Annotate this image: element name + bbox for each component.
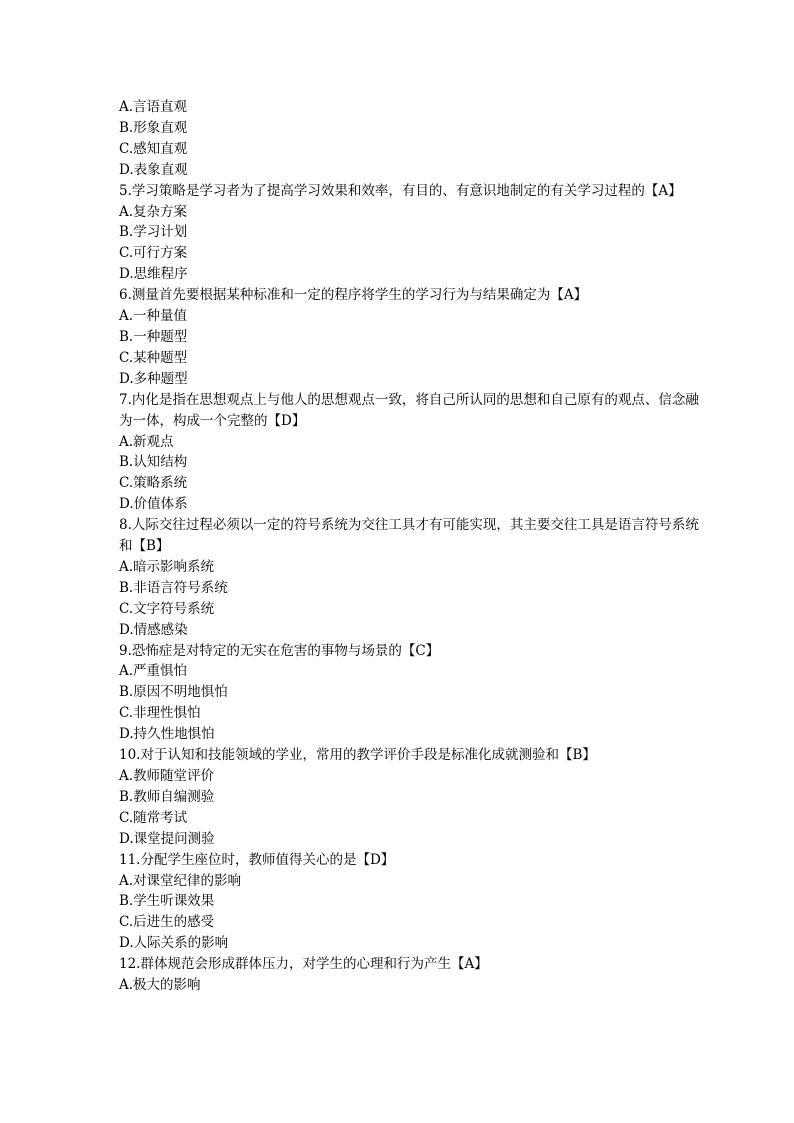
- answer-option: B.形象直观: [119, 119, 188, 136]
- question-item: [119, 954, 699, 996]
- question-stem: 9.恐怖症是对特定的无实在危害的事物与场景的【C】: [119, 642, 440, 659]
- answer-option: B.学生听课效果: [119, 893, 215, 910]
- question-item: [119, 641, 699, 746]
- question-list: [119, 97, 699, 996]
- question-item: [119, 515, 699, 640]
- answer-option: C.非理性惧怕: [119, 705, 201, 722]
- question-stem: 11.分配学生座位时，教师值得关心的是【D】: [119, 851, 395, 868]
- question-item: [119, 390, 699, 515]
- answer-option: C.感知直观: [119, 140, 188, 157]
- answer-option: C.随常考试: [119, 809, 188, 826]
- answer-option: C.后进生的感受: [119, 914, 215, 931]
- question-stem: 8.人际交往过程必须以一定的符号系统为交往工具才有可能实现，其主要交往工具是语言符号系统和【B】: [119, 517, 699, 555]
- answer-option: C.可行方案: [119, 245, 188, 262]
- answer-option: D.价值体系: [119, 496, 188, 513]
- answer-option: B.一种题型: [119, 328, 188, 345]
- question-item: [119, 285, 699, 390]
- answer-option: D.人际关系的影响: [119, 935, 229, 952]
- question-item: [119, 181, 699, 286]
- answer-option: D.思维程序: [119, 266, 188, 283]
- answer-option: D.持久性地惧怕: [119, 726, 215, 743]
- answer-option: D.表象直观: [119, 161, 188, 178]
- answer-option: C.文字符号系统: [119, 600, 215, 617]
- answer-option: D.课堂提问测验: [119, 830, 215, 847]
- answer-option: B.学习计划: [119, 224, 188, 241]
- answer-option: B.原因不明地惧怕: [119, 684, 228, 701]
- question-item: [119, 745, 699, 850]
- question-item: [119, 850, 699, 955]
- answer-option: D.情感感染: [119, 621, 188, 638]
- answer-option: C.某种题型: [119, 349, 188, 366]
- answer-option: A.教师随堂评价: [119, 768, 215, 784]
- answer-option: A.极大的影响: [119, 977, 201, 994]
- answer-option: D.多种题型: [119, 370, 188, 387]
- answer-option: A.对课堂纪律的影响: [119, 872, 242, 889]
- answer-option: B.教师自编测验: [119, 788, 215, 805]
- question-stem: 7.内化是指在思想观点上与他人的思想观点一致，将自己所认同的思想和自己原有的观点、信念融为一体，构成一个完整的【D】: [119, 391, 699, 429]
- answer-option: C.策略系统: [119, 475, 188, 492]
- question-item: [119, 97, 699, 181]
- question-stem: 5.学习策略是学习者为了提高学习效果和效率，有目的、有意识地制定的有关学习过程的【A】: [119, 182, 682, 199]
- answer-option: A.言语直观: [119, 99, 188, 115]
- question-stem: 6.测量首先要根据某种标准和一定的程序将学生的学习行为与结果确定为【A】: [119, 287, 588, 304]
- answer-option: A.严重惧怕: [119, 663, 188, 680]
- answer-option: A.新观点: [119, 433, 174, 450]
- answer-option: A.一种量值: [119, 308, 188, 325]
- answer-option: A.复杂方案: [119, 203, 188, 220]
- answer-option: B.非语言符号系统: [119, 579, 228, 596]
- answer-option: B.认知结构: [119, 454, 188, 471]
- question-stem: 12.群体规范会形成群体压力，对学生的心理和行为产生【A】: [119, 956, 488, 973]
- question-stem: 10.对于认知和技能领域的学业，常用的教学评价手段是标准化成就测验和【B】: [119, 747, 596, 764]
- answer-option: A.暗示影响系统: [119, 558, 215, 575]
